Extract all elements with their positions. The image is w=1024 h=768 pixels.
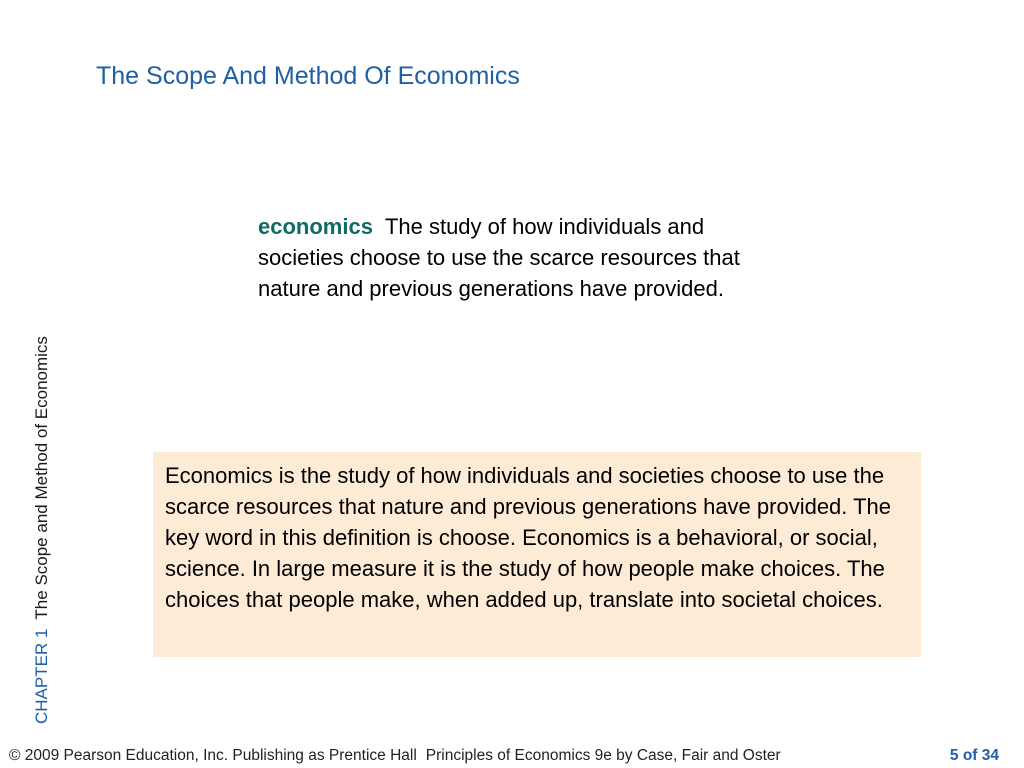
chapter-name: The Scope and Method of Economics: [32, 336, 51, 620]
note-box: Economics is the study of how individuals and societies choose to use the scarce resources that nature and previous generations have provided. The key word in this definition is choose. Economics is a behavioral, or social, science. In large measure it is the study of how people make choices. The choices that people make, when added up, translate into societal choices.: [153, 452, 921, 657]
definition-text: The study of how individuals and societies choose to use the scarce resources that nature and previous generations have provided.: [258, 214, 740, 301]
footer-credits: [9, 746, 781, 766]
footer-copyright: © 2009 Pearson Education, Inc. Publishing as Prentice Hall: [9, 747, 417, 764]
page-number: 5 of 34: [949, 747, 999, 764]
slide-title: The Scope And Method Of Economics: [96, 62, 520, 90]
footer-book: Principles of Economics 9e by Case, Fair and Oster: [425, 747, 781, 764]
chapter-side-label: [32, 336, 52, 724]
chapter-number: CHAPTER 1: [32, 628, 51, 724]
definition-block: [258, 211, 788, 304]
definition-term: economics: [258, 214, 373, 239]
